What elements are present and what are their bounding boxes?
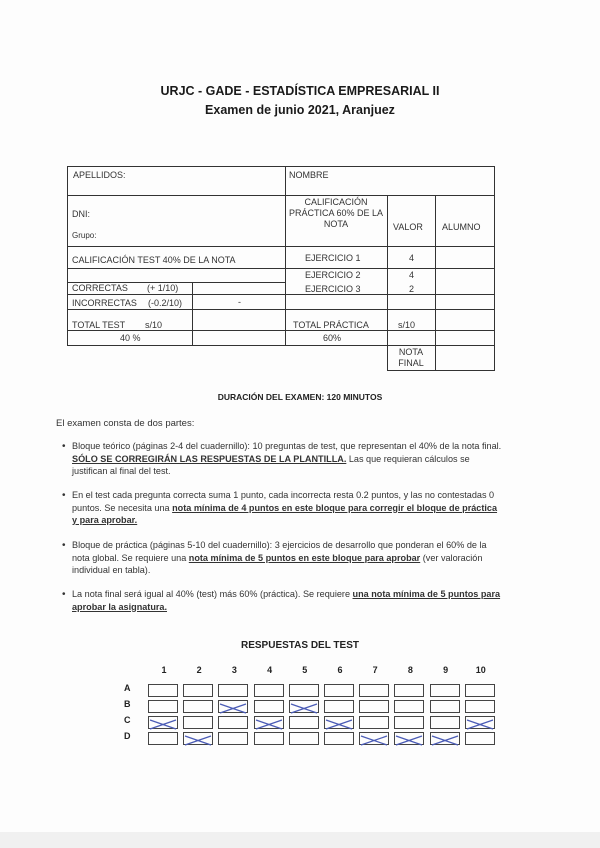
ejercicio-3-value: 2: [409, 284, 415, 294]
answer-cell-C9[interactable]: [430, 716, 460, 729]
bullet-icon: •: [62, 589, 66, 600]
total-practica-value: s/10: [398, 320, 416, 330]
cross-mark-icon: [149, 719, 177, 730]
bullet-teorico: Bloque teórico (páginas 2-4 del cuadernillo): 10 preguntas de test, que representan el 40% de la nota final. SÓLO SE CORREGIRÁN LAS RESPUESTAS DE LA PLANTILLA. Las que requieran cálculos se justifican al final del test.: [72, 441, 502, 476]
nota-final-label: NOTA FINAL: [398, 347, 424, 368]
cross-mark-icon: [325, 719, 353, 730]
answer-cell-C7[interactable]: [359, 716, 389, 729]
answer-cell-A10[interactable]: [465, 684, 495, 697]
cross-mark-icon: [219, 703, 247, 714]
answer-column-6: 6: [337, 665, 343, 675]
answer-cell-C8[interactable]: [394, 716, 424, 729]
grupo-label: Grupo:: [72, 231, 97, 240]
bullet-icon: •: [62, 441, 66, 452]
answer-cell-A5[interactable]: [289, 684, 319, 697]
incorrectas-points: (-0.2/10): [148, 298, 183, 308]
answer-column-8: 8: [407, 665, 413, 675]
answer-cell-A3[interactable]: [218, 684, 248, 697]
answer-cell-B6[interactable]: [324, 700, 354, 713]
answer-cell-A1[interactable]: [148, 684, 178, 697]
percent-40: 40 %: [120, 333, 141, 343]
answer-cell-C3[interactable]: [218, 716, 248, 729]
answer-cell-A6[interactable]: [324, 684, 354, 697]
answer-row-B: B: [124, 699, 131, 709]
answer-cell-D6[interactable]: [324, 732, 354, 745]
exam-title: URJC - GADE - ESTADÍSTICA EMPRESARIAL II: [160, 84, 440, 98]
answer-cell-D3[interactable]: [218, 732, 248, 745]
answer-cell-C1[interactable]: [148, 716, 178, 729]
answer-cell-B10[interactable]: [465, 700, 495, 713]
answer-column-5: 5: [302, 665, 308, 675]
answer-column-9: 9: [443, 665, 449, 675]
answer-row-D: D: [124, 731, 131, 741]
answer-cell-B3[interactable]: [218, 700, 248, 713]
intro-text: El examen consta de dos partes:: [56, 418, 195, 429]
ejercicio-1-value: 4: [409, 253, 415, 263]
answer-cell-A2[interactable]: [183, 684, 213, 697]
answer-cell-B2[interactable]: [183, 700, 213, 713]
answer-cell-D1[interactable]: [148, 732, 178, 745]
exam-duration: DURACIÓN DEL EXAMEN: 120 MINUTOS: [217, 392, 383, 402]
answer-column-4: 4: [267, 665, 273, 675]
cross-mark-icon: [431, 735, 459, 746]
answer-cell-D8[interactable]: [394, 732, 424, 745]
cross-mark-icon: [184, 735, 212, 746]
answer-column-10: 10: [475, 665, 486, 675]
bullet-nota-final: La nota final será igual al 40% (test) más 60% (práctica). Se requiere una nota mínima de 5 puntos para aprobar la asignatura.: [72, 589, 501, 612]
total-practica-label: TOTAL PRÁCTICA: [293, 320, 369, 330]
page-footer-shade: [0, 832, 600, 848]
answer-cell-D4[interactable]: [254, 732, 284, 745]
answer-cell-C10[interactable]: [465, 716, 495, 729]
answers-title: RESPUESTAS DEL TEST: [241, 640, 359, 651]
ejercicio-2-value: 4: [409, 270, 415, 280]
answer-cell-D5[interactable]: [289, 732, 319, 745]
cross-mark-icon: [360, 735, 388, 746]
answer-cell-A4[interactable]: [254, 684, 284, 697]
bullet-icon: •: [62, 490, 66, 501]
answer-cell-D10[interactable]: [465, 732, 495, 745]
answer-row-C: C: [124, 715, 131, 725]
answer-cell-C2[interactable]: [183, 716, 213, 729]
answer-column-3: 3: [231, 665, 237, 675]
answer-cell-C4[interactable]: [254, 716, 284, 729]
answer-cell-B4[interactable]: [254, 700, 284, 713]
cross-mark-icon: [395, 735, 423, 746]
nombre-label: NOMBRE: [289, 170, 329, 180]
dni-label: DNI:: [72, 209, 90, 219]
answer-row-A: A: [124, 683, 131, 693]
answer-column-7: 7: [372, 665, 378, 675]
answer-cell-B1[interactable]: [148, 700, 178, 713]
answer-cell-A9[interactable]: [430, 684, 460, 697]
answer-cell-B9[interactable]: [430, 700, 460, 713]
cross-mark-icon: [255, 719, 283, 730]
incorrectas-label: INCORRECTAS: [72, 298, 137, 308]
answer-cell-D7[interactable]: [359, 732, 389, 745]
bullet-test-scoring: En el test cada pregunta correcta suma 1 punto, cada incorrecta resta 0.2 puntos, y las no contestadas 0 puntos. Se necesita una nota mínima de 4 puntos en este bloque para corregir el bloque de práctica y para aprobar.: [72, 490, 498, 525]
cross-mark-icon: [290, 703, 318, 714]
apellidos-label: APELLIDOS:: [73, 170, 126, 180]
exam-subtitle: Examen de junio 2021, Aranjuez: [205, 103, 395, 117]
answer-cell-D9[interactable]: [430, 732, 460, 745]
answer-cell-B5[interactable]: [289, 700, 319, 713]
cross-mark-icon: [466, 719, 494, 730]
bullet-practica: Bloque de práctica (páginas 5-10 del cuadernillo): 3 ejercicios de desarrollo que ponderan el 60% de la nota global. Se requiere una nota mínima de 5 puntos en este bloque para aprobar (ver valoración individual en tabla).: [72, 540, 487, 575]
alumno-label: ALUMNO: [442, 222, 481, 232]
calif-test-label: CALIFICACIÓN TEST 40% DE LA NOTA: [72, 255, 236, 265]
ejercicio-2-label: EJERCICIO 2: [305, 270, 361, 280]
answer-cell-A8[interactable]: [394, 684, 424, 697]
answer-cell-B8[interactable]: [394, 700, 424, 713]
incorrectas-dash: -: [238, 297, 241, 307]
correctas-label: CORRECTAS: [72, 283, 128, 293]
answer-cell-D2[interactable]: [183, 732, 213, 745]
answer-column-2: 2: [196, 665, 202, 675]
answer-cell-A7[interactable]: [359, 684, 389, 697]
ejercicio-1-label: EJERCICIO 1: [305, 253, 361, 263]
ejercicio-3-label: EJERCICIO 3: [305, 284, 361, 294]
total-test-value: s/10: [145, 320, 163, 330]
correctas-points: (+ 1/10): [147, 283, 179, 293]
bullet-icon: •: [62, 540, 66, 551]
answer-cell-C6[interactable]: [324, 716, 354, 729]
percent-60: 60%: [323, 333, 342, 343]
calif-practica-label: CALIFICACIÓN PRÁCTICA 60% DE LA NOTA: [288, 197, 384, 229]
valor-label: VALOR: [393, 222, 423, 232]
answer-column-1: 1: [161, 665, 167, 675]
total-test-label: TOTAL TEST: [72, 320, 126, 330]
answer-cell-C5[interactable]: [289, 716, 319, 729]
answer-cell-B7[interactable]: [359, 700, 389, 713]
